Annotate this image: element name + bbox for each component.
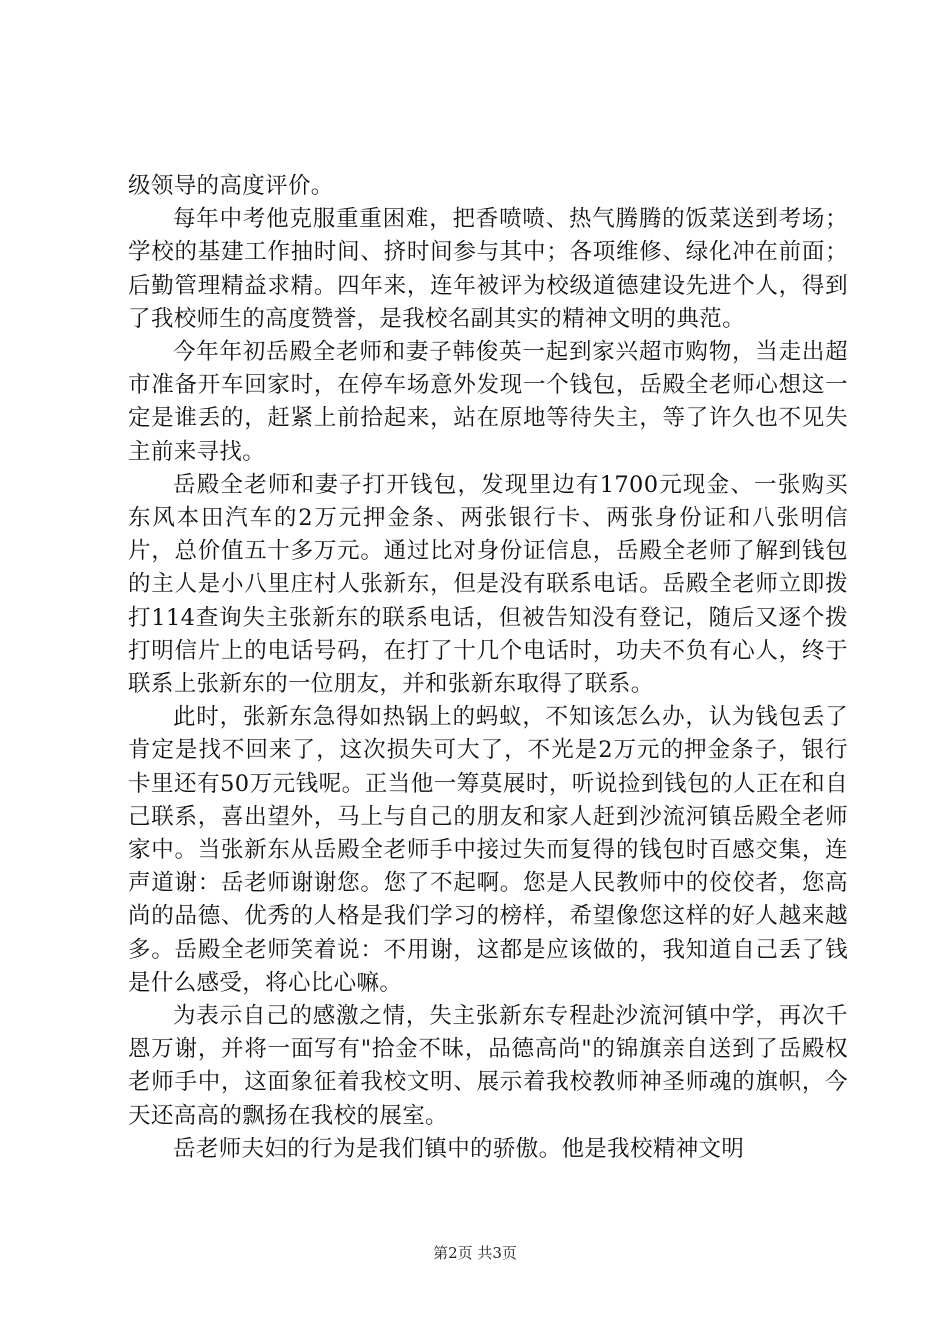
paragraph-4: 岳殿全老师和妻子打开钱包，发现里边有1700元现金、一张购买东风本田汽车的2万元押金条、两张银行卡、两张身份证和八张明信片，总价值五十多万元。通过比对身份证信息，岳殿全老师了解到钱包的主人是小八里庄村人张新东，但是没有联系电话。岳殿全老师立即拨打114查询失主张新东的联系电话，但被告知没有登记，随后又逐个拨打明信片上的电话号码，在打了十几个电话时，功夫不负有心人，终于联系上张新东的一位朋友，并和张新东取得了联系。 <box>128 471 848 698</box>
paragraph-6: 为表示自己的感激之情，失主张新东专程赴沙流河镇中学，再次千恩万谢，并将一面写有"拾金不昧，品德高尚"的锦旗亲自送到了岳殿权老师手中，这面象征着我校文明、展示着我校教师神圣师魂的旗帜，今天还高高的飘扬在我校的展室。 <box>128 1003 848 1129</box>
paragraph-3: 今年年初岳殿全老师和妻子韩俊英一起到家兴超市购物，当走出超市准备开车回家时，在停车场意外发现一个钱包，岳殿全老师心想这一定是谁丢的，赶紧上前拾起来，站在原地等待失主，等了许久也不见失主前来寻找。 <box>128 339 848 465</box>
document-body <box>128 170 848 1166</box>
page-number-footer: 第2页 共3页 <box>433 1244 517 1262</box>
paragraph-2: 每年中考他克服重重困难，把香喷喷、热气腾腾的饭菜送到考场；学校的基建工作抽时间、挤时间参与其中；各项维修、绿化冲在前面；后勤管理精益求精。四年来，连年被评为校级道德建设先进个人，得到了我校师生的高度赞誉，是我校名副其实的精神文明的典范。 <box>128 206 848 332</box>
paragraph-7: 岳老师夫妇的行为是我们镇中的骄傲。他是我校精神文明 <box>173 1135 745 1162</box>
paragraph-1: 级领导的高度评价。 <box>128 173 334 199</box>
paragraph-5: 此时，张新东急得如热锅上的蚂蚁，不知该怎么办，认为钱包丢了肯定是找不回来了，这次损失可大了，不光是2万元的押金条子，银行卡里还有50万元钱呢。正当他一筹莫展时，听说捡到钱包的人正在和自己联系，喜出望外，马上与自己的朋友和家人赶到沙流河镇岳殿全老师家中。当张新东从岳殿全老师手中接过失而复得的钱包时百感交集，连声道谢：岳老师谢谢您。您了不起啊。您是人民教师中的佼佼者，您高尚的品德、优秀的人格是我们学习的榜样，希望像您这样的好人越来越多。岳殿全老师笑着说：不用谢，这都是应该做的，我知道自己丢了钱是什么感受，将心比心嘛。 <box>128 704 848 996</box>
